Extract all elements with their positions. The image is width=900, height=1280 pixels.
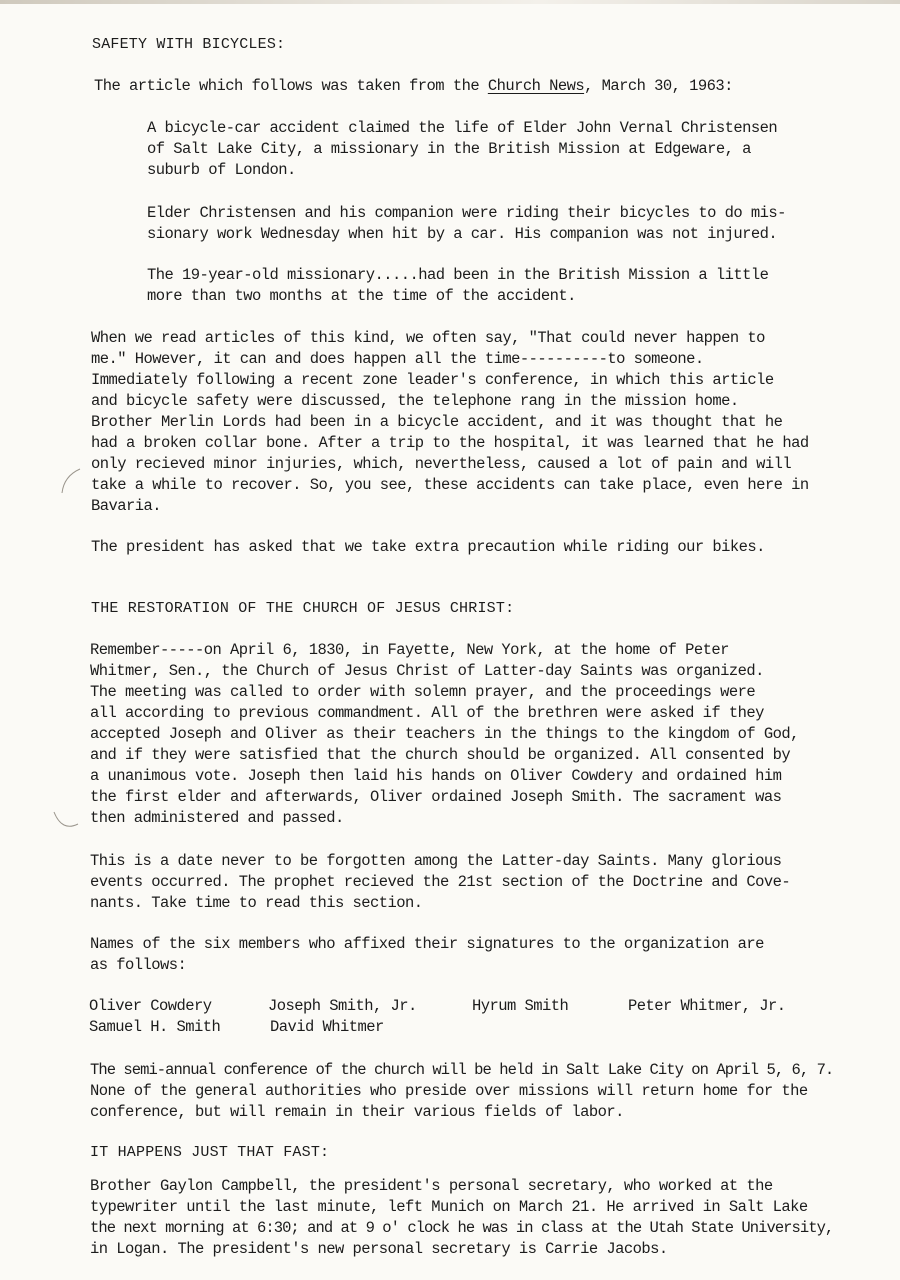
body-line: the next morning at 6:30; and at 9 o' clock he was in class at the Utah State University, <box>90 1219 834 1237</box>
body-line: take a while to recover. So, you see, these accidents can take place, even here in <box>91 476 809 494</box>
quote-line: of Salt Lake City, a missionary in the British Mission at Edgeware, a <box>147 140 751 158</box>
section-heading-bicycles: SAFETY WITH BICYCLES: <box>92 36 286 53</box>
signer-name: Samuel H. Smith <box>89 1018 221 1036</box>
body-line: events occurred. The prophet recieved the 21st section of the Doctrine and Cove- <box>90 873 791 891</box>
body-line: accepted Joseph and Oliver as their teachers in the things to the kingdom of God, <box>90 725 799 743</box>
signer-name: Hyrum Smith <box>472 997 569 1015</box>
body-line: had a broken collar bone. After a trip to the hospital, it was learned that he had <box>91 434 809 452</box>
body-line: all according to previous commandment. All of the brethren were asked if they <box>90 704 764 722</box>
body-line: Immediately following a recent zone leader's conference, in which this article <box>91 371 774 389</box>
quote-line: A bicycle-car accident claimed the life of Elder John Vernal Christensen <box>147 119 778 137</box>
section-heading-fast: IT HAPPENS JUST THAT FAST: <box>90 1144 330 1161</box>
body-line: only recieved minor injuries, which, nevertheless, caused a lot of pain and will <box>91 455 792 473</box>
body-line: typewriter until the last minute, left Munich on March 21. He arrived in Salt Lake <box>90 1198 808 1216</box>
signer-name: Oliver Cowdery <box>89 997 212 1015</box>
body-line: The semi-annual conference of the church will be held in Salt Lake City on April 5, 6, 7. <box>90 1061 834 1079</box>
signer-name: Joseph Smith, Jr. <box>268 997 417 1015</box>
body-line: the first elder and afterwards, Oliver ordained Joseph Smith. The sacrament was <box>90 788 782 806</box>
margin-mark <box>58 466 84 496</box>
section-heading-restoration: THE RESTORATION OF THE CHURCH OF JESUS CHRIST: <box>91 600 515 617</box>
body-line: then administered and passed. <box>90 809 344 827</box>
quote-line: more than two months at the time of the accident. <box>147 287 576 305</box>
body-line: When we read articles of this kind, we often say, "That could never happen to <box>91 329 765 347</box>
margin-mark <box>50 808 80 834</box>
signer-name: David Whitmer <box>270 1018 384 1036</box>
intro-line <box>94 76 733 97</box>
body-line: Remember-----on April 6, 1830, in Fayette, New York, at the home of Peter <box>90 641 729 659</box>
intro-date: , March 30, 1963: <box>584 77 733 95</box>
body-line: Brother Gaylon Campbell, the president's personal secretary, who worked at the <box>90 1177 773 1195</box>
body-line: nants. Take time to read this section. <box>90 894 423 912</box>
body-line: as follows: <box>90 956 187 974</box>
source-title: Church News <box>487 77 585 95</box>
intro-text: The article which follows was taken from the <box>94 77 488 95</box>
signer-name: Peter Whitmer, Jr. <box>628 997 786 1015</box>
body-line: None of the general authorities who preside over missions will return home for the <box>90 1082 808 1100</box>
quote-line: Elder Christensen and his companion were riding their bicycles to do mis- <box>147 204 786 222</box>
body-line: The meeting was called to order with solemn prayer, and the proceedings were <box>90 683 756 701</box>
body-line: Bavaria. <box>91 497 162 515</box>
quote-line: sionary work Wednesday when hit by a car. His companion was not injured. <box>147 225 778 243</box>
body-line: and bicycle safety were discussed, the telephone rang in the mission home. <box>91 392 739 410</box>
quote-line: suburb of London. <box>147 161 296 179</box>
body-line: a unanimous vote. Joseph then laid his hands on Oliver Cowdery and ordained him <box>90 767 782 785</box>
body-line: conference, but will remain in their various fields of labor. <box>90 1103 624 1121</box>
body-line: This is a date never to be forgotten among the Latter-day Saints. Many glorious <box>90 852 782 870</box>
body-line: Brother Merlin Lords had been in a bicycle accident, and it was thought that he <box>91 413 783 431</box>
body-line: Names of the six members who affixed their signatures to the organization are <box>90 935 764 953</box>
body-line: and if they were satisfied that the church should be organized. All consented by <box>90 746 791 764</box>
body-line: The president has asked that we take extra precaution while riding our bikes. <box>91 538 765 556</box>
quote-line: The 19-year-old missionary.....had been in the British Mission a little <box>147 266 769 284</box>
body-line: Whitmer, Sen., the Church of Jesus Christ of Latter-day Saints was organized. <box>90 662 764 680</box>
body-line: me." However, it can and does happen all the time----------to someone. <box>91 350 704 368</box>
body-line: in Logan. The president's new personal secretary is Carrie Jacobs. <box>90 1240 668 1258</box>
scan-top-edge <box>0 0 900 4</box>
